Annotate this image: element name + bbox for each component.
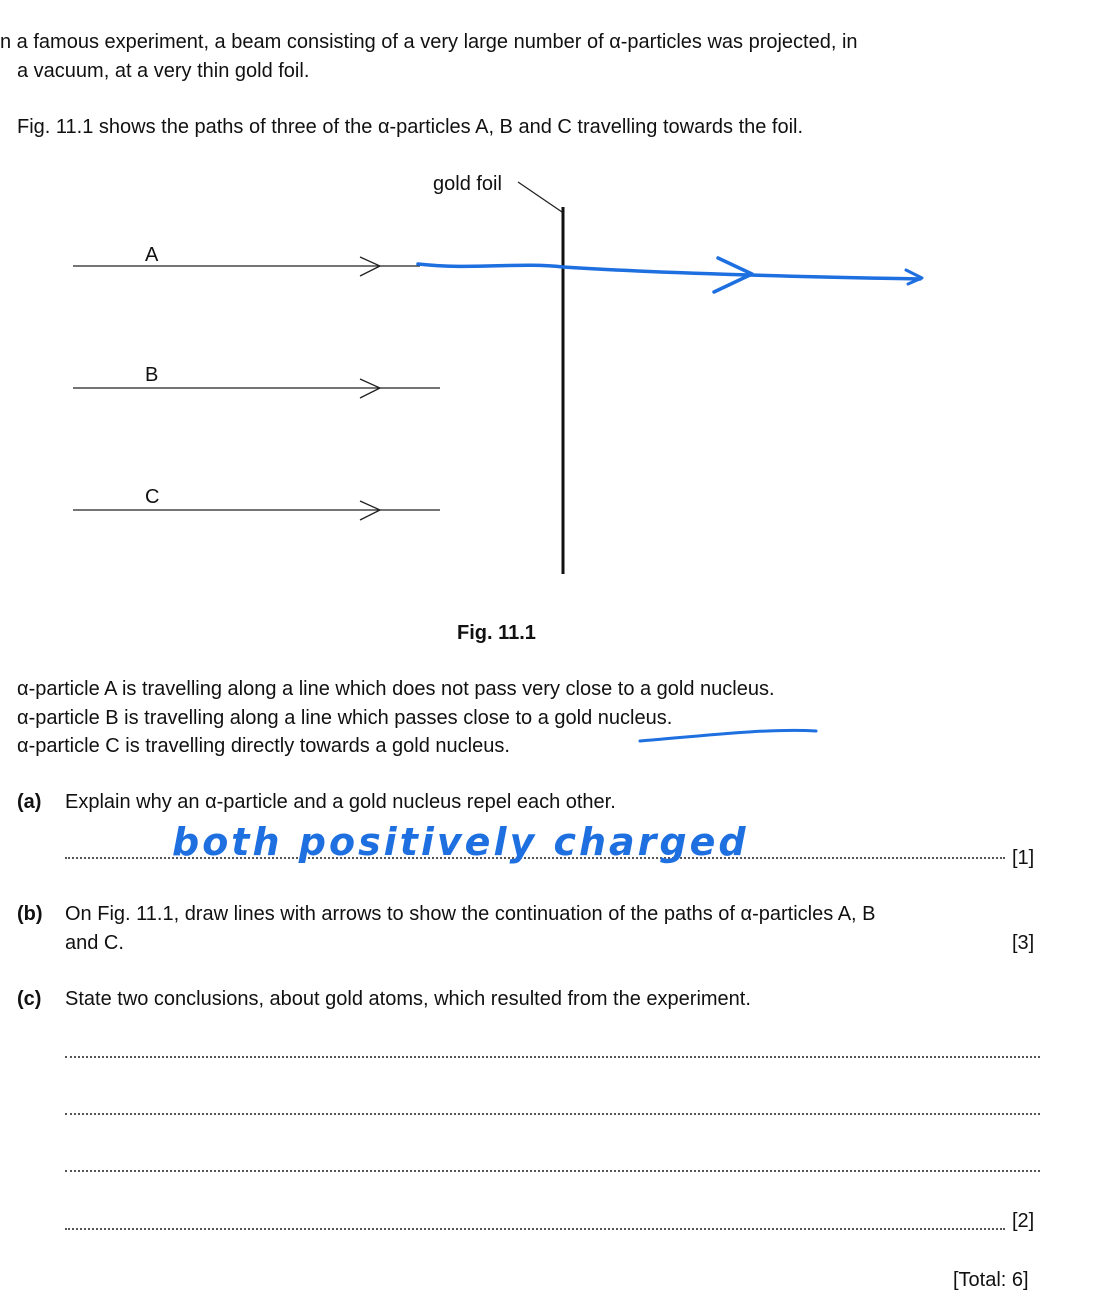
particle-label-b: B (145, 364, 159, 386)
handwritten-path-a-continuation (418, 264, 920, 279)
particle-label-a: A (145, 244, 159, 266)
description-b: α-particle B is travelling along a line which passes close to a gold nucleus. (17, 707, 673, 729)
question-b-text-1: On Fig. 11.1, draw lines with arrows to show the continuation of the paths of α-particles A, B (65, 903, 876, 925)
question-a-label: (a) (17, 791, 42, 813)
question-c-label: (c) (17, 988, 42, 1010)
figure-caption: Fig. 11.1 (457, 622, 536, 644)
foil-leader-line (518, 182, 562, 212)
question-c-marks: [2] (1012, 1210, 1035, 1232)
total-marks: [Total: 6] (953, 1269, 1029, 1291)
question-b-marks: [3] (1012, 932, 1035, 954)
particle-label-c: C (145, 486, 160, 508)
handwritten-arrow-a2 (906, 270, 922, 284)
question-a-text: Explain why an α-particle and a gold nucleus repel each other. (65, 791, 616, 813)
intro-line-2: a vacuum, at a very thin gold foil. (17, 60, 310, 82)
question-c-answer-line-2 (65, 1113, 1040, 1115)
description-c: α-particle C is travelling directly towards a gold nucleus. (17, 735, 510, 757)
foil-label: gold foil (433, 173, 502, 195)
question-c-answer-line-4 (65, 1228, 1005, 1230)
description-a: α-particle A is travelling along a line which does not pass very close to a gold nucleus. (17, 678, 775, 700)
question-c-answer-line-1 (65, 1056, 1040, 1058)
question-b-text-2: and C. (65, 932, 124, 954)
intro-line-3: Fig. 11.1 shows the paths of three of the α-particles A, B and C travelling towards the foil. (17, 116, 804, 138)
handwritten-underline-b (640, 730, 816, 741)
question-a-handwritten-answer: both positively charged (172, 820, 749, 864)
question-b-label: (b) (17, 903, 43, 925)
question-c-text: State two conclusions, about gold atoms, which resulted from the experiment. (65, 988, 751, 1010)
question-a-marks: [1] (1012, 847, 1035, 869)
question-c-answer-line-3 (65, 1170, 1040, 1172)
intro-line-1: n a famous experiment, a beam consisting of a very large number of α-particles was projected, in (0, 31, 858, 53)
